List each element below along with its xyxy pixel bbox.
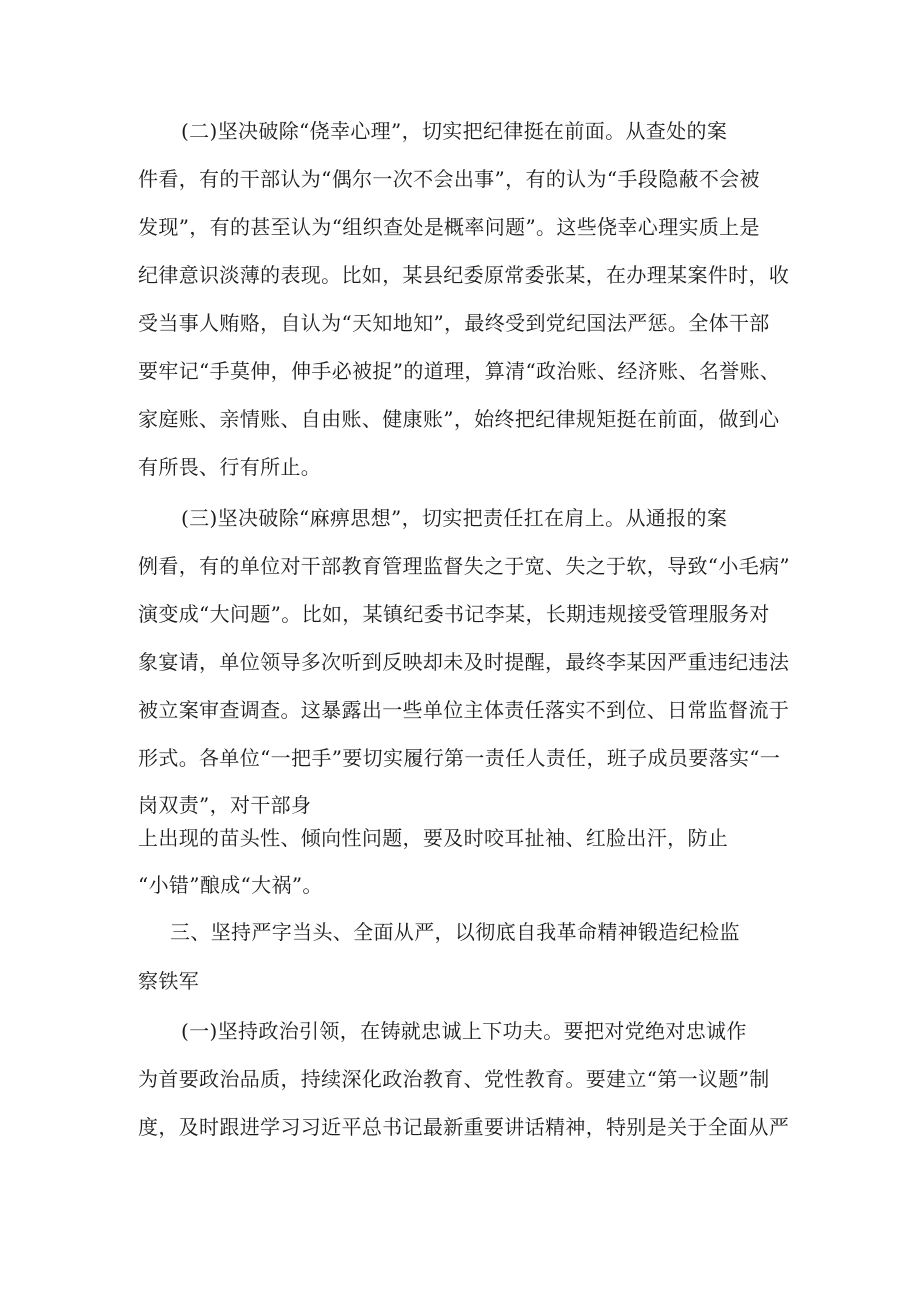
section-3-heading-line-2: 察铁军 [138,969,200,993]
paragraph-2-line-2: 件看，有的干部认为“偶尔一次不会出事”，有的认为“手段隐蔽不会被 [138,167,760,191]
paragraph-3-line-6: 形式。各单位“一把手”要切实履行第一责任人责任，班子成员要落实“一 [138,746,781,770]
paragraph-2-line-3: 发现”，有的甚至认为“组织查处是概率问题”。这些侥幸心理实质上是 [138,215,760,239]
paragraph-2-line-6: 要牢记“手莫伸，伸手必被捉”的道理，算清“政治账、经济账、名誉账、 [138,359,781,383]
paragraph-4-line-2: 为首要政治品质，持续深化政治教育、党性教育。要建立“第一议题”制 [138,1067,770,1091]
paragraph-3-line-8: 上出现的苗头性、倾向性问题，要及时咬耳扯袖、红脸出汗，防止 [138,826,729,850]
paragraph-3-line-4: 象宴请，单位领导多次听到反映却未及时提醒，最终李某因严重违纪违法 [138,650,790,674]
paragraph-2-line-1: (二)坚决破除“侥幸心理”，切实把纪律挺在前面。从查处的案 [181,119,728,143]
paragraph-2-line-5: 受当事人贿赂，自认为“天知地知”，最终受到党纪国法严惩。全体干部 [138,311,770,335]
paragraph-3-line-1: (三)坚决破除“麻痹思想”，切实把责任扛在肩上。从通报的案 [181,506,728,530]
paragraph-2-line-8: 有所畏、行有所止。 [138,455,322,479]
paragraph-3-line-2: 例看，有的单位对干部教育管理监督失之于宽、失之于软，导致“小毛病” [138,554,790,578]
paragraph-2-line-7: 家庭账、亲情账、自由账、健康账”，始终把纪律规矩挺在前面，做到心 [138,407,780,431]
paragraph-4-line-3: 度，及时跟进学习习近平总书记最新重要讲话精神，特别是关于全面从严 [138,1115,790,1139]
paragraph-3-line-7: 岗双责”，对干部身 [138,793,312,817]
paragraph-2-line-4: 纪律意识淡薄的表现。比如，某县纪委原常委张某，在办理某案件时，收 [138,263,790,287]
paragraph-4-line-1: (一)坚持政治引领，在铸就忠诚上下功夫。要把对党绝对忠诚作 [181,1019,747,1043]
paragraph-3-line-5: 被立案审查调查。这暴露出一些单位主体责任落实不到位、日常监督流于 [138,698,790,722]
paragraph-3-line-9: “小错”酿成“大祸”。 [138,873,323,897]
paragraph-3-line-3: 演变成“大问题”。比如，某镇纪委书记李某，长期违规接受管理服务对 [138,602,770,626]
section-3-heading-line-1: 三、坚持严字当头、全面从严，以彻底自我革命精神锻造纪检监 [170,920,740,944]
